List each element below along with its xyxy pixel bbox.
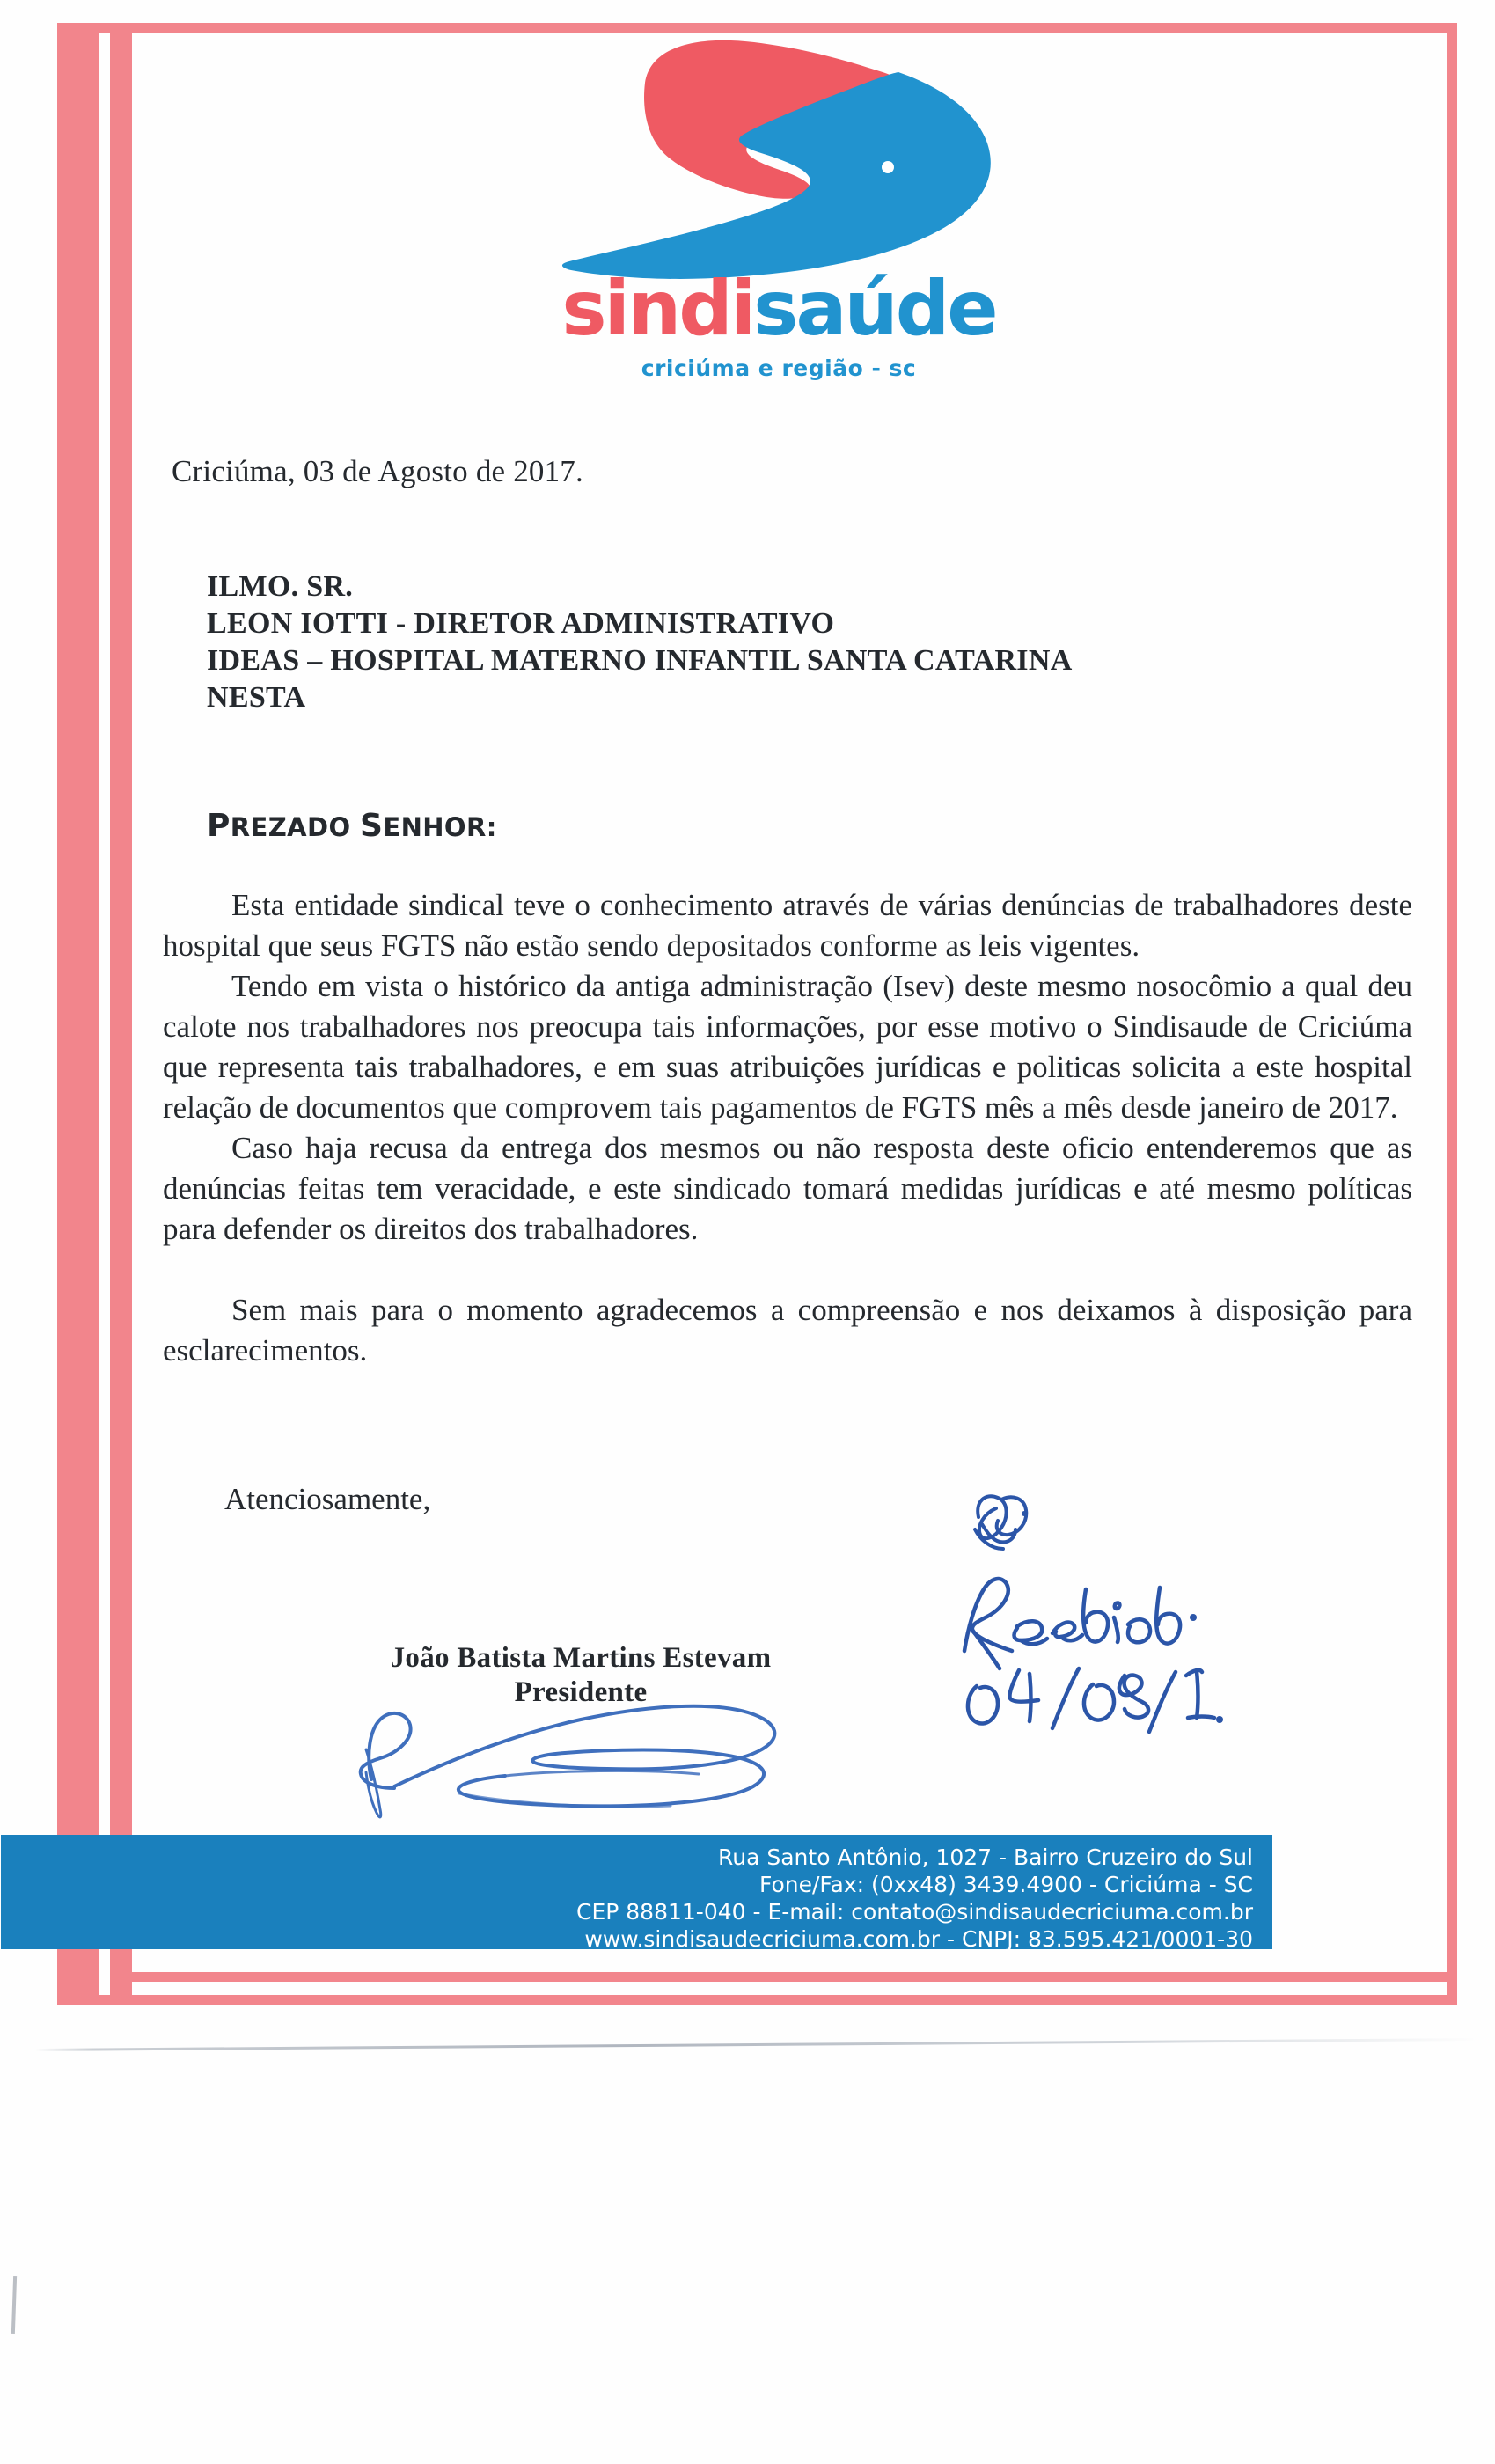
salutation bbox=[207, 808, 497, 844]
closing-line: Atenciosamente, bbox=[224, 1482, 431, 1516]
addressee-block bbox=[207, 568, 1073, 716]
addressee-line-2: LEON IOTTI - DIRETOR ADMINISTRATIVO bbox=[207, 607, 835, 640]
letter-content bbox=[132, 23, 1439, 2005]
received-date bbox=[968, 1668, 1223, 1732]
logo-wordmark bbox=[497, 265, 1060, 353]
addressee-line-1: ILMO. SR. bbox=[207, 570, 354, 603]
received-stamp bbox=[924, 1478, 1223, 1734]
footer-line-address: Rua Santo Antônio, 1027 - Bairro Cruzeiro do Sul bbox=[718, 1844, 1253, 1870]
body-paragraph-1: Esta entidade sindical teve o conhecimento através de várias denúncias de trabalhadores deste hospital que seus FGTS não estão sendo depositados conforme as leis vigentes. bbox=[163, 888, 1412, 963]
footer-contact-bar bbox=[1, 1835, 1272, 1952]
organization-logo bbox=[497, 32, 1060, 401]
logo-wordmark-sindi: sindi bbox=[561, 265, 754, 353]
swoosh-s-logo-icon bbox=[546, 32, 1004, 287]
paper-edge-line bbox=[35, 2038, 1478, 2051]
frame-right-rule bbox=[1447, 23, 1457, 2005]
footer-line-site-cnpj: www.sindisaudecriciuma.com.br - CNPJ: 83.595.421/0001-30 bbox=[584, 1926, 1253, 1952]
signer-title: Presidente bbox=[514, 1676, 648, 1708]
salutation-rest-rezado: REZADO bbox=[230, 812, 361, 842]
letter-body bbox=[163, 885, 1412, 1371]
body-paragraph-2: Tendo em vista o histórico da antiga administração (Isev) deste mesmo nosocômio a qual deu calote nos trabalhadores nos preocupa tais informações, por esse motivo o Sindisaude de Criciúma que representa tais trabalhadores, e em suas atribuições jurídicas e politicas solicita a este hospital relação de documentos que comprovem tais pagamentos de FGTS mês a mês desde janeiro de 2017. bbox=[163, 969, 1412, 1125]
date-line: Criciúma, 03 de Agosto de 2017. bbox=[172, 454, 583, 488]
frame-left-thick-bar bbox=[57, 23, 99, 2005]
footer-line-phone: Fone/Fax: (0xx48) 3439.4900 - Criciúma - SC bbox=[759, 1872, 1253, 1897]
signer-name: João Batista Martins Estevam bbox=[390, 1642, 772, 1674]
logo-tagline: criciúma e região - sc bbox=[641, 356, 917, 381]
signature-block bbox=[334, 1642, 827, 1709]
footer-line-cep-email: CEP 88811-040 - E-mail: contato@sindisaudecriciuma.com.br bbox=[576, 1899, 1253, 1925]
handwritten-initials-icon bbox=[975, 1496, 1027, 1549]
body-paragraph-3: Caso haja recusa da entrega dos mesmos ou não resposta deste oficio entenderemos que as denúncias feitas tem veracidade, e este sindicado tomará medidas jurídicas e até mesmo políticas para defender os direitos dos trabalhadores. bbox=[163, 1131, 1412, 1246]
frame-left-thin-bar bbox=[110, 33, 132, 1995]
salutation-rest-enhor: ENHOR: bbox=[383, 812, 497, 842]
addressee-line-4: NESTA bbox=[207, 681, 306, 714]
addressee-line-3: IDEAS – HOSPITAL MATERNO INFANTIL SANTA CATARINA bbox=[207, 644, 1073, 677]
salutation-cap-p: P bbox=[207, 808, 231, 844]
received-word bbox=[964, 1579, 1197, 1668]
handwritten-signature-icon bbox=[326, 1681, 818, 1822]
paper-edge-corner bbox=[11, 2276, 17, 2334]
logo-wordmark-saude: saúde bbox=[753, 265, 996, 353]
salutation-cap-s: S bbox=[360, 808, 384, 844]
body-paragraph-4: Sem mais para o momento agradecemos a compreensão e nos deixamos à disposição para esclarecimentos. bbox=[163, 1293, 1412, 1368]
